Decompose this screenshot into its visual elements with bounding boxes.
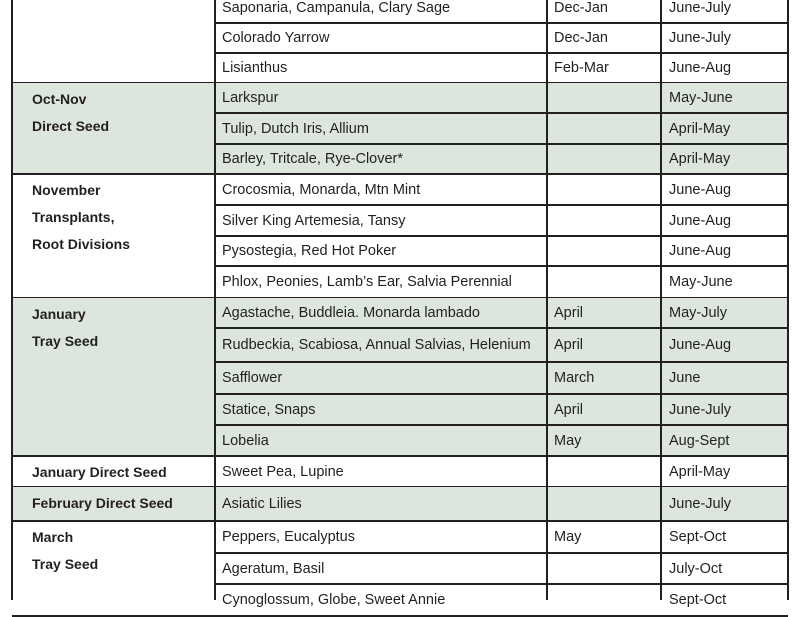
seed-month-text: May — [554, 432, 582, 449]
bloom-time-cell — [661, 456, 788, 487]
bloom-time-cell — [661, 23, 788, 53]
table-rule — [215, 552, 788, 554]
plant-name-cell — [215, 553, 547, 584]
seed-month-cell — [547, 362, 661, 394]
seed-month-cell — [547, 205, 661, 236]
plant-name-cell — [215, 113, 547, 144]
bloom-time-text: Aug-Sept — [669, 432, 730, 449]
table-rule — [215, 583, 788, 585]
bloom-time-cell — [661, 362, 788, 394]
plant-name-cell — [215, 521, 547, 553]
segment-label: Root Divisions — [32, 236, 131, 252]
segment-label: November — [32, 182, 101, 198]
seed-month-cell — [547, 53, 661, 83]
table-rule — [215, 327, 788, 329]
table-rule — [214, 0, 216, 600]
seed-month-cell — [547, 266, 661, 298]
bloom-time-cell — [661, 298, 788, 328]
plant-name-text: Rudbeckia, Scabiosa, Annual Salvias, Helenium — [222, 336, 531, 353]
table-rule — [215, 143, 788, 145]
table-rule — [215, 52, 788, 54]
seed-month-cell — [547, 236, 661, 266]
bloom-time-cell — [661, 584, 788, 616]
plant-name-text: Silver King Artemesia, Tansy — [222, 212, 406, 229]
table-rule — [215, 22, 788, 24]
segment-label: Direct Seed — [32, 118, 110, 134]
bloom-time-text: Sept-Oct — [669, 528, 727, 545]
bloom-time-cell — [661, 521, 788, 553]
bloom-time-cell — [661, 328, 788, 362]
seed-month-cell — [547, 174, 661, 205]
bloom-time-text: April-May — [669, 463, 731, 480]
bloom-time-text: June-Aug — [669, 181, 732, 198]
seed-month-text: April — [554, 336, 584, 353]
segment-label: February Direct Seed — [32, 495, 173, 511]
seed-month-cell — [547, 553, 661, 584]
plant-name-text: Barley, Tritcale, Rye-Clover* — [222, 150, 404, 167]
plant-name-cell — [215, 487, 547, 521]
bloom-time-text: Sept-Oct — [669, 591, 727, 608]
table-rule — [215, 204, 788, 206]
plant-name-text: Statice, Snaps — [222, 401, 316, 418]
seed-month-cell — [547, 83, 661, 113]
plant-name-cell — [215, 174, 547, 205]
seed-month-text: April — [554, 401, 584, 418]
seed-month-cell — [547, 394, 661, 425]
seed-month-text: March — [554, 369, 595, 386]
plant-name-text: Ageratum, Basil — [222, 560, 325, 577]
segment-cell — [12, 521, 215, 616]
plant-name-text: Lisianthus — [222, 59, 288, 76]
bloom-time-text: May-June — [669, 89, 733, 106]
seed-month-text: Dec-Jan — [554, 29, 608, 46]
segment-label: Tray Seed — [32, 333, 99, 349]
plant-name-cell — [215, 53, 547, 83]
bloom-time-cell — [661, 553, 788, 584]
plant-name-cell — [215, 0, 547, 23]
seed-month-cell — [547, 521, 661, 553]
plant-name-text: Asiatic Lilies — [222, 495, 302, 512]
bloom-time-text: June-Aug — [669, 336, 732, 353]
bloom-time-text: April-May — [669, 150, 731, 167]
plant-name-cell — [215, 456, 547, 487]
segment-label: January — [32, 306, 86, 322]
table-rule — [546, 0, 548, 600]
seed-month-text: Feb-Mar — [554, 59, 609, 76]
plant-name-cell — [215, 328, 547, 362]
plant-name-text: Tulip, Dutch Iris, Allium — [222, 120, 369, 137]
plant-name-text: Sweet Pea, Lupine — [222, 463, 344, 480]
bloom-time-text: June-July — [669, 401, 732, 418]
bloom-time-text: June-July — [669, 495, 732, 512]
seed-month-cell — [547, 456, 661, 487]
seed-month-cell — [547, 113, 661, 144]
segment-cell — [12, 83, 215, 174]
bloom-time-cell — [661, 53, 788, 83]
plant-name-text: Saponaria, Campanula, Clary Sage — [222, 0, 451, 16]
plant-name-text: Safflower — [222, 369, 283, 386]
plant-name-cell — [215, 394, 547, 425]
bloom-time-text: July-Oct — [669, 560, 723, 577]
bloom-time-text: June-July — [669, 0, 732, 16]
plant-name-text: Peppers, Eucalyptus — [222, 528, 355, 545]
seed-month-text: Dec-Jan — [554, 0, 608, 16]
bloom-time-text: June-Aug — [669, 59, 732, 76]
bloom-time-text: June-July — [669, 29, 732, 46]
segment-label: March — [32, 529, 74, 545]
segment-label: Oct-Nov — [32, 91, 87, 107]
seed-month-cell — [547, 298, 661, 328]
seed-month-cell — [547, 487, 661, 521]
bloom-time-cell — [661, 425, 788, 456]
bloom-time-cell — [661, 487, 788, 521]
segment-label: Tray Seed — [32, 556, 99, 572]
plant-name-text: Cynoglossum, Globe, Sweet Annie — [222, 591, 446, 608]
plant-name-cell — [215, 584, 547, 616]
plant-name-text: Larkspur — [222, 89, 279, 106]
seed-month-cell — [547, 0, 661, 23]
plant-name-text: Phlox, Peonies, Lamb’s Ear, Salvia Perennial — [222, 273, 512, 290]
segment-cell — [12, 174, 215, 298]
table-rule — [215, 393, 788, 395]
seed-month-cell — [547, 425, 661, 456]
segment-label: January Direct Seed — [32, 464, 167, 480]
bloom-time-cell — [661, 205, 788, 236]
plant-name-cell — [215, 266, 547, 298]
plant-name-cell — [215, 144, 547, 174]
table-rule — [215, 265, 788, 267]
bloom-time-cell — [661, 236, 788, 266]
bloom-time-cell — [661, 394, 788, 425]
bloom-time-cell — [661, 83, 788, 113]
table-rule — [660, 0, 662, 600]
table-rule — [787, 0, 789, 600]
bloom-time-cell — [661, 144, 788, 174]
seed-month-text: May — [554, 528, 582, 545]
table-rule — [215, 361, 788, 363]
plant-name-cell — [215, 236, 547, 266]
segment-cell — [12, 487, 215, 521]
bloom-time-cell — [661, 113, 788, 144]
seed-month-text: April — [554, 304, 584, 321]
seed-month-cell — [547, 144, 661, 174]
table-rule — [11, 0, 13, 600]
seed-month-cell — [547, 23, 661, 53]
plant-name-cell — [215, 23, 547, 53]
plant-name-text: Agastache, Buddleia. Monarda lambado — [222, 304, 480, 321]
plant-name-cell — [215, 298, 547, 328]
bloom-time-cell — [661, 174, 788, 205]
plant-name-cell — [215, 205, 547, 236]
segment-cell — [12, 456, 215, 487]
segment-cell — [12, 0, 215, 83]
plant-name-text: Lobelia — [222, 432, 269, 449]
bloom-time-cell — [661, 266, 788, 298]
segment-label: Transplants, — [32, 209, 115, 225]
plant-name-text: Pysostegia, Red Hot Poker — [222, 242, 397, 259]
bloom-time-text: April-May — [669, 120, 731, 137]
bloom-time-text: May-June — [669, 273, 733, 290]
table-rule — [215, 235, 788, 237]
bloom-time-text: June-Aug — [669, 212, 732, 229]
table-rule — [215, 112, 788, 114]
plant-name-cell — [215, 425, 547, 456]
plant-name-text: Crocosmia, Monarda, Mtn Mint — [222, 181, 421, 198]
plant-name-cell — [215, 83, 547, 113]
bloom-time-text: June — [669, 369, 701, 386]
plant-name-cell — [215, 362, 547, 394]
plant-name-text: Colorado Yarrow — [222, 29, 330, 46]
seed-month-cell — [547, 328, 661, 362]
bloom-time-cell — [661, 0, 788, 23]
seed-month-cell — [547, 584, 661, 616]
table-rule — [215, 424, 788, 426]
bloom-time-text: May-July — [669, 304, 728, 321]
segment-cell — [12, 298, 215, 456]
bloom-time-text: June-Aug — [669, 242, 732, 259]
